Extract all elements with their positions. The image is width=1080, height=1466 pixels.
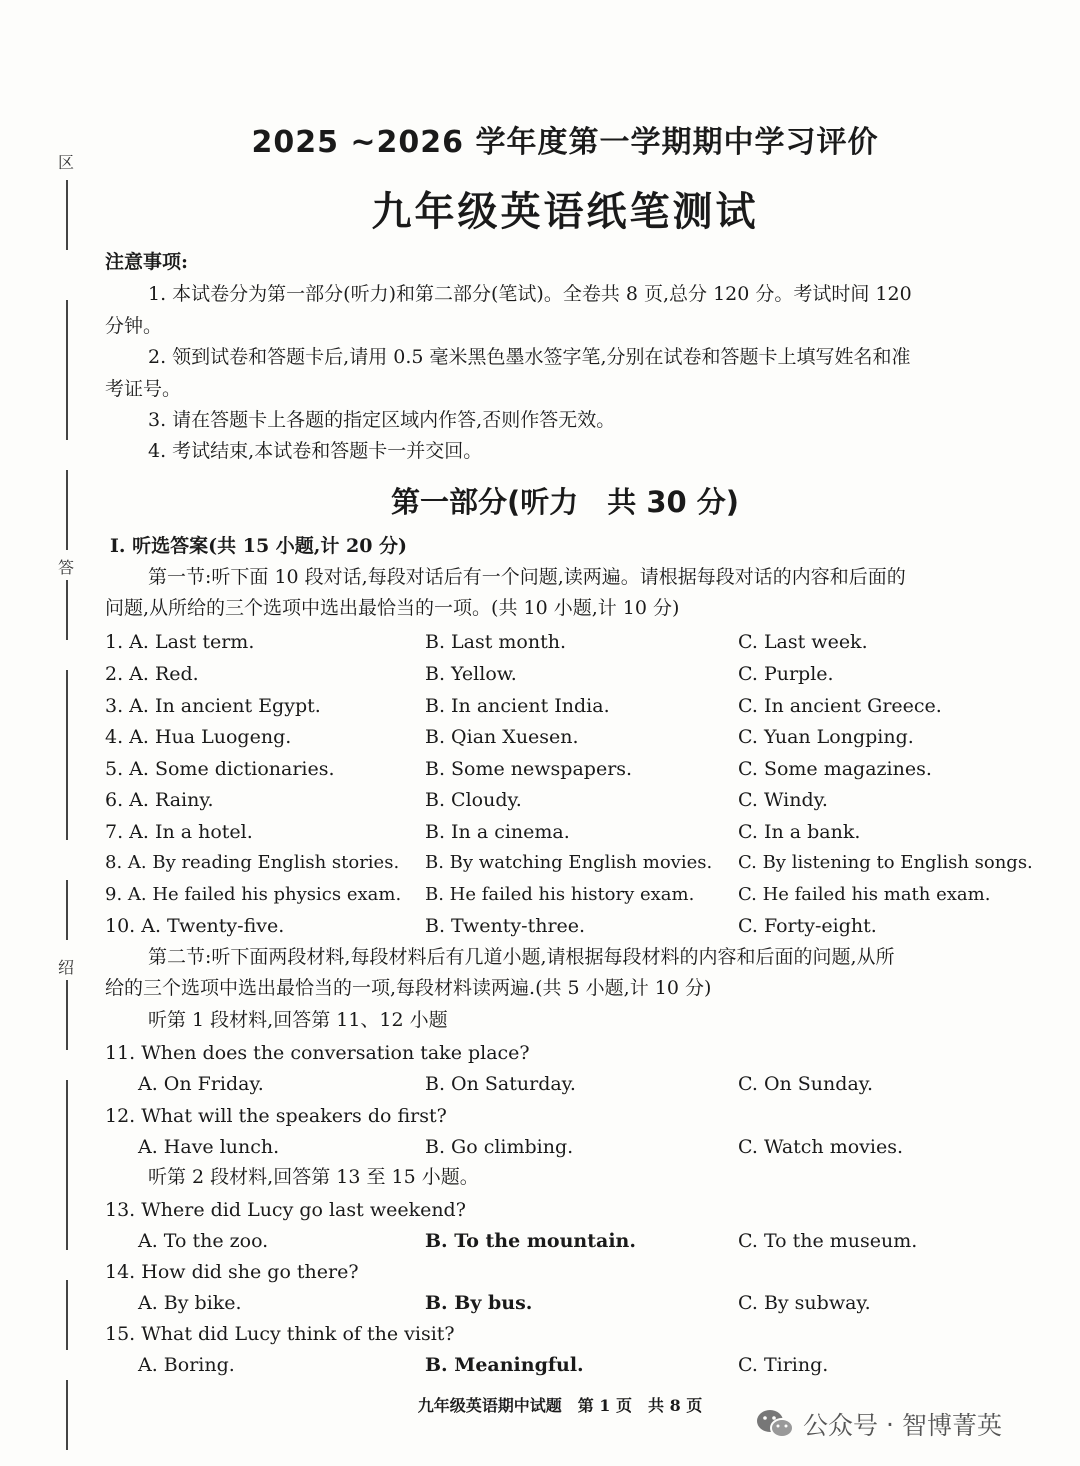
option-b: B. On Saturday. <box>425 1073 576 1095</box>
margin-line <box>66 580 68 640</box>
option-a: A. On Friday. <box>138 1073 264 1095</box>
exam-title-line1: 2025 ~2026 学年度第一学期期中学习评价 <box>251 125 879 160</box>
question-stem: 12. What will the speakers do first? <box>105 1105 447 1127</box>
margin-mark: 区 <box>58 153 75 172</box>
option-c: C. Watch movies. <box>738 1136 903 1158</box>
option-b: B. By watching English movies. <box>425 852 713 873</box>
option-a: 6. A. Rainy. <box>105 789 214 811</box>
option-c: C. In ancient Greece. <box>738 695 942 717</box>
question-stem: 13. Where did Lucy go last weekend? <box>105 1199 466 1221</box>
notice-item: 分钟。 <box>105 315 163 337</box>
section1-heading: Ⅰ. 听选答案(共 15 小题,计 20 分) <box>110 535 408 557</box>
option-b: B. He failed his history exam. <box>425 884 695 905</box>
watermark-name: 智博菁英 <box>901 1411 1002 1440</box>
option-b: B. Qian Xuesen. <box>425 726 579 748</box>
option-b: B. Some newspapers. <box>425 758 633 780</box>
section2-intro: 给的三个选项中选出最恰当的一项,每段材料读两遍.(共 5 小题,计 10 分) <box>105 977 712 999</box>
margin-line <box>66 300 68 440</box>
option-a: 5. A. Some dictionaries. <box>105 758 335 780</box>
section2-intro: 第二节:听下面两段材料,每段材料后有几道小题,请根据每段材料的内容和后面的问题,从所 <box>148 946 895 968</box>
option-c: C. On Sunday. <box>738 1073 874 1095</box>
option-b: B. By bus. <box>425 1292 533 1314</box>
option-a: 1. A. Last term. <box>105 631 255 653</box>
section1-intro: 第一节:听下面 10 段对话,每段对话后有一个问题,读两遍。请根据每段对话的内容和后面的 <box>148 566 906 588</box>
option-b: B. Last month. <box>425 631 567 653</box>
option-b: B. In ancient India. <box>425 695 610 717</box>
watermark-label: 公众号 <box>803 1411 879 1440</box>
watermark-separator: · <box>886 1409 894 1439</box>
option-c: C. By subway. <box>738 1292 871 1314</box>
option-c: C. In a bank. <box>738 821 861 843</box>
section1-intro: 问题,从所给的三个选项中选出最恰当的一项。(共 10 小题,计 10 分) <box>105 597 680 619</box>
notice-item: 3. 请在答题卡上各题的指定区域内作答,否则作答无效。 <box>148 409 616 431</box>
option-c: C. Forty-eight. <box>738 915 877 937</box>
option-c: C. Purple. <box>738 663 834 685</box>
margin-line <box>66 1280 68 1350</box>
option-a: 10. A. Twenty-five. <box>105 915 285 937</box>
page-footer: 九年级英语期中试题 第 1 页 共 8 页 <box>417 1396 703 1415</box>
margin-line <box>66 670 68 840</box>
margin-mark: 绍 <box>58 958 75 977</box>
option-c: C. To the museum. <box>738 1230 918 1252</box>
notice-item: 2. 领到试卷和答题卡后,请用 0.5 毫米黑色墨水签字笔,分别在试卷和答题卡上填写姓名和准 <box>148 346 911 368</box>
material1-label: 听第 1 段材料,回答第 11、12 小题 <box>148 1009 448 1031</box>
option-b: B. Meaningful. <box>425 1354 584 1376</box>
option-b: B. Yellow. <box>425 663 517 685</box>
option-a: A. Have lunch. <box>138 1136 280 1158</box>
question-stem: 14. How did she go there? <box>105 1261 359 1283</box>
option-b: B. Go climbing. <box>425 1136 574 1158</box>
option-a: 8. A. By reading English stories. <box>105 852 400 873</box>
option-a: 2. A. Red. <box>105 663 199 685</box>
margin-line <box>66 1080 68 1250</box>
option-c: C. He failed his math exam. <box>738 884 991 905</box>
option-a: A. Boring. <box>138 1354 235 1376</box>
notice-item: 1. 本试卷分为第一部分(听力)和第二部分(笔试)。全卷共 8 页,总分 120 分。考试时间 120 <box>148 283 912 305</box>
wechat-watermark <box>755 1406 1002 1442</box>
margin-line <box>66 880 68 940</box>
part1-title: 第一部分(听力 共 30 分) <box>390 485 740 519</box>
exam-title-line2: 九年级英语纸笔测试 <box>371 189 759 235</box>
notice-item: 考证号。 <box>105 378 182 400</box>
option-a: A. By bike. <box>138 1292 242 1314</box>
option-b: B. To the mountain. <box>425 1230 636 1252</box>
notice-item: 4. 考试结束,本试卷和答题卡一并交回。 <box>148 440 483 462</box>
margin-mark: 答 <box>58 558 75 577</box>
option-a: A. To the zoo. <box>138 1230 269 1252</box>
notice-heading: 注意事项: <box>105 251 189 273</box>
wechat-icon <box>755 1407 795 1441</box>
option-b: B. Twenty-three. <box>425 915 586 937</box>
material2-label: 听第 2 段材料,回答第 13 至 15 小题。 <box>148 1166 479 1188</box>
option-c: C. Windy. <box>738 789 828 811</box>
option-a: 3. A. In ancient Egypt. <box>105 695 321 717</box>
option-a: 9. A. He failed his physics exam. <box>105 884 402 905</box>
margin-line <box>66 980 68 1050</box>
option-b: B. Cloudy. <box>425 789 522 811</box>
option-a: 7. A. In a hotel. <box>105 821 253 843</box>
option-c: C. Some magazines. <box>738 758 932 780</box>
question-stem: 11. When does the conversation take place? <box>105 1042 530 1064</box>
option-a: 4. A. Hua Luogeng. <box>105 726 292 748</box>
option-b: B. In a cinema. <box>425 821 570 843</box>
option-c: C. Yuan Longping. <box>738 726 914 748</box>
option-c: C. Last week. <box>738 631 868 653</box>
question-stem: 15. What did Lucy think of the visit? <box>105 1323 455 1345</box>
option-c: C. Tiring. <box>738 1354 829 1376</box>
option-c: C. By listening to English songs. <box>738 852 1033 873</box>
